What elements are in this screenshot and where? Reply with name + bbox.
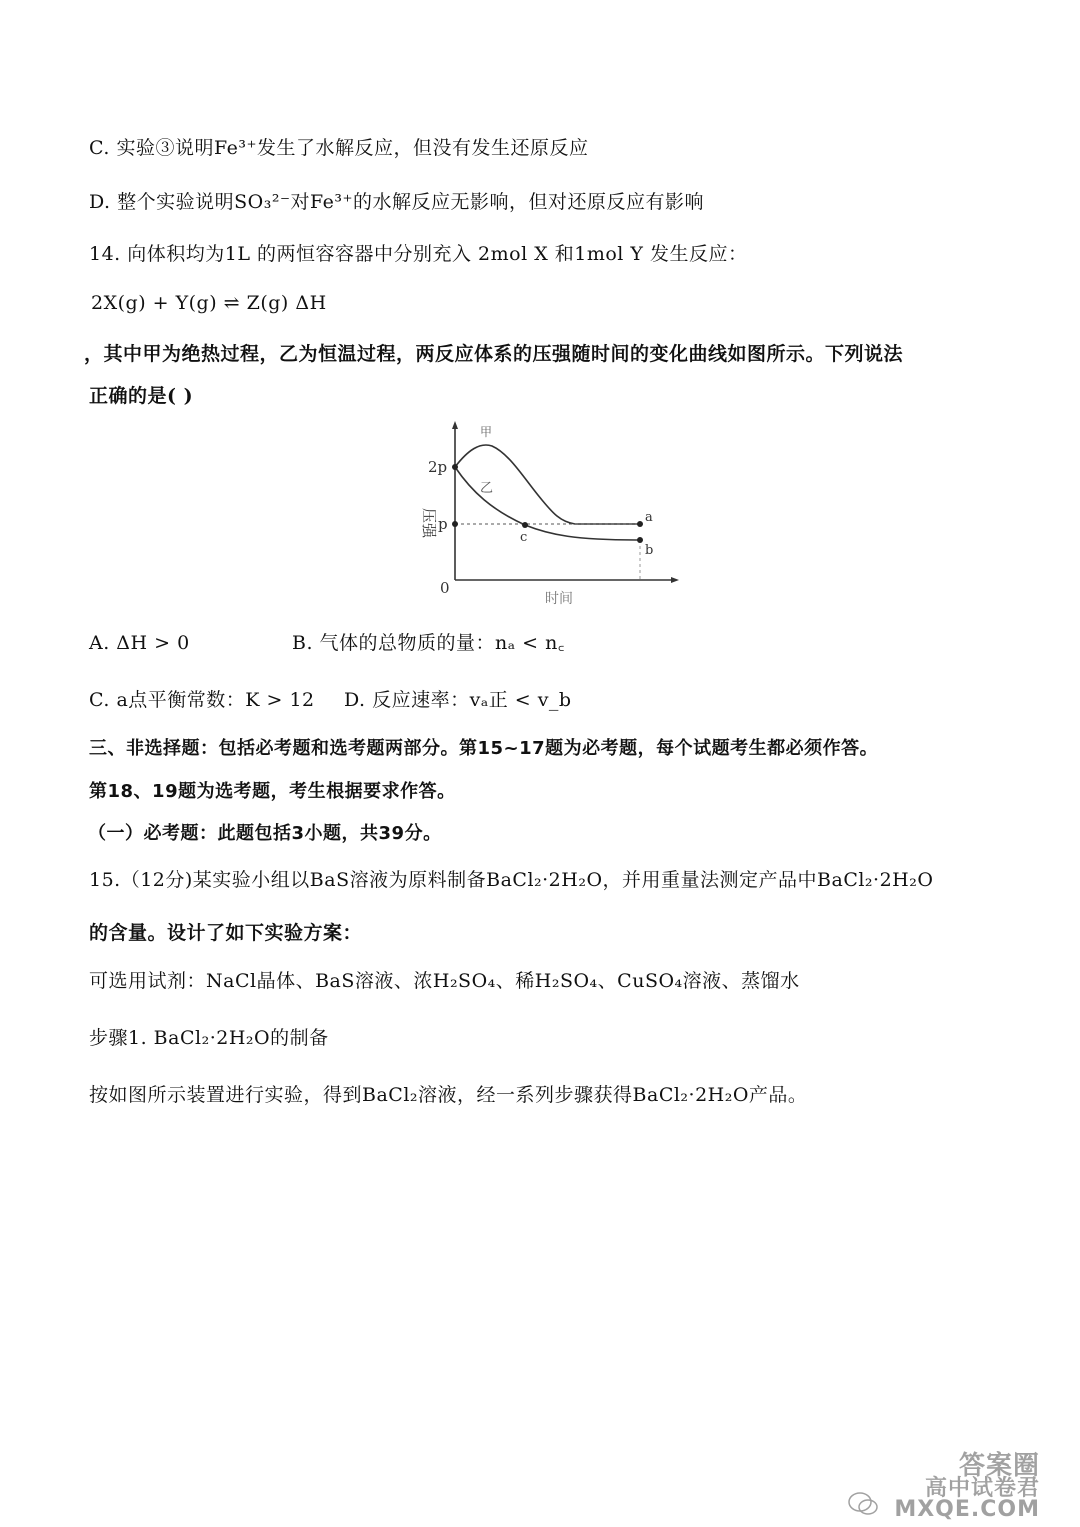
point-b-marker (637, 537, 643, 543)
point-c-marker (522, 522, 528, 528)
q13-option-d: D. 整个实验说明SO₃²⁻对Fe³⁺的水解反应无影响，但对还原反应有影响 (89, 191, 705, 213)
point-c-label: c (520, 530, 528, 545)
y-axis-arrow (452, 421, 458, 429)
curve-jia-label: 甲 (480, 425, 493, 439)
curve-yi-label: 乙 (480, 481, 494, 496)
q14-stem: 14. 向体积均为1L 的两恒容容器中分别充入 2mol X 和1mol Y 发生反应： (89, 243, 748, 265)
q14-option-d: D. 反应速率：vₐ正 < v_b (344, 689, 572, 711)
tick-2p: 2p (428, 458, 448, 476)
x-axis-arrow (671, 577, 679, 583)
x-axis-label: 时间 (545, 591, 573, 607)
q15-stem-2: 的含量。设计了如下实验方案： (89, 922, 363, 944)
q14-option-c: C. a点平衡常数：K > 12 (89, 689, 315, 711)
q14-equation: 2X(g) + Y(g) ⇌ Z(g) ΔH (91, 292, 327, 314)
section-3-line-2: 第18、19题为选考题，考生根据要求作答。 (89, 781, 456, 802)
p-point (452, 521, 458, 527)
point-b-label: b (645, 543, 654, 558)
watermark-text-3: MXQE.COM (894, 1497, 1040, 1522)
origin-label: 0 (440, 579, 450, 597)
q14-option-b: B. 气体的总物质的量：nₐ < n꜀ (292, 632, 565, 654)
section-3-line-3: （一）必考题：此题包括3小题，共39分。 (88, 823, 442, 844)
curve-yi (455, 467, 640, 540)
wechat-logo-icon (848, 1491, 878, 1517)
watermark (848, 1445, 1048, 1523)
q15-step1-description: 按如图所示装置进行实验，得到BaCl₂溶液，经一系列步骤获得BaCl₂·2H₂O产品。 (89, 1084, 808, 1106)
section-3-heading: 三、非选择题：包括必考题和选考题两部分。第15~17题为必考题，每个试题考生都必须作答。 (89, 738, 879, 759)
q14-option-a: A. ΔH > 0 (89, 632, 190, 654)
tick-p: p (438, 515, 448, 533)
q14-stem-3: 正确的是( ) (89, 385, 194, 407)
y-axis-label: 压强 (420, 508, 438, 539)
watermark-text-1: 答案圈 (958, 1451, 1040, 1481)
watermark-text-2: 高中试卷君 (924, 1476, 1040, 1501)
point-a-marker (637, 521, 643, 527)
q15-step1: 步骤1. BaCl₂·2H₂O的制备 (89, 1027, 329, 1049)
point-a-label: a (645, 510, 653, 525)
q15-reagents: 可选用试剂：NaCl晶体、BaS溶液、浓H₂SO₄、稀H₂SO₄、CuSO₄溶液、蒸馏水 (89, 970, 800, 992)
q13-option-c: C. 实验③说明Fe³⁺发生了水解反应，但没有发生还原反应 (89, 137, 589, 159)
q15-stem: 15.（12分)某实验小组以BaS溶液为原料制备BaCl₂·2H₂O，并用重量法测定产品中BaCl₂·2H₂O (89, 869, 934, 891)
pressure-time-graph (400, 420, 690, 620)
q14-stem-2: ，其中甲为绝热过程，乙为恒温过程，两反应体系的压强随时间的变化曲线如图所示。下列说法 (84, 343, 904, 365)
start-point (452, 464, 458, 470)
